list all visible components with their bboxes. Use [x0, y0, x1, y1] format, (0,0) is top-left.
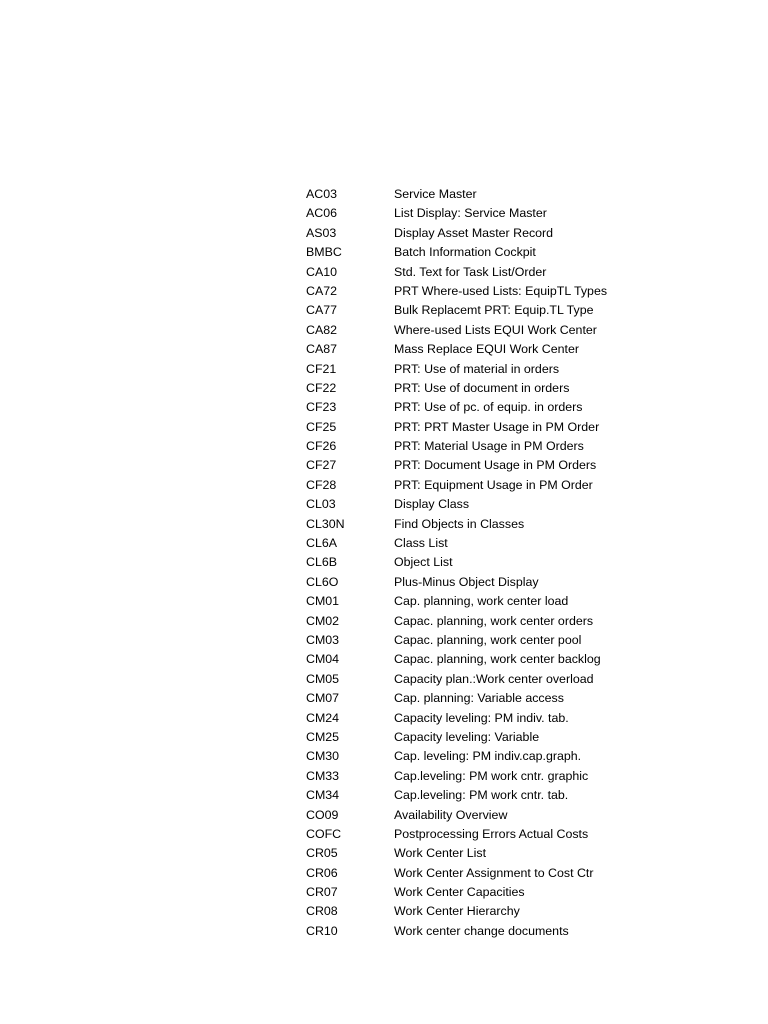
table-row [306, 728, 626, 747]
table-row [306, 650, 626, 669]
transaction-description: Capac. planning, work center backlog [394, 652, 601, 667]
transaction-code: AC03 [306, 187, 337, 201]
table-row [306, 398, 626, 417]
transaction-code: CL03 [306, 497, 336, 512]
table-row [306, 185, 626, 204]
table-row [306, 612, 626, 631]
transaction-code: CM05 [306, 671, 340, 686]
transaction-code: CM01 [306, 594, 340, 609]
transaction-description: Work Center List [394, 846, 487, 861]
table-row [306, 689, 626, 708]
transaction-description: PRT: Document Usage in PM Orders [394, 458, 597, 473]
table-row [306, 437, 626, 456]
transaction-code: CM33 [306, 768, 340, 783]
transaction-code: CM07 [306, 691, 340, 706]
transaction-code: CF27 [306, 458, 337, 473]
transaction-description: PRT: Material Usage in PM Orders [394, 439, 584, 454]
transaction-description: Capacity leveling: Variable [394, 729, 540, 744]
table-row [306, 224, 626, 243]
transaction-description: Mass Replace EQUI Work Center [394, 342, 580, 357]
transaction-description: Cap. planning, work center load [394, 594, 569, 609]
table-row [306, 340, 626, 359]
transaction-description: PRT Where-used Lists: EquipTL Types [394, 283, 608, 298]
transaction-code: CR07 [306, 885, 338, 900]
transaction-code: CO09 [306, 807, 339, 822]
table-row [306, 844, 626, 863]
transaction-description: Work center change documents [394, 923, 569, 938]
transaction-description: Bulk Replacemt PRT: Equip.TL Type [394, 303, 594, 318]
transaction-description: PRT: Use of document in orders [394, 380, 570, 395]
transaction-description: Plus-Minus Object Display [394, 574, 539, 589]
transaction-description: Capac. planning, work center orders [394, 613, 594, 628]
table-row [306, 515, 626, 534]
transaction-code: CL6B [306, 555, 337, 570]
transaction-description: Work Center Assignment to Cost Ctr [394, 865, 594, 880]
table-row [306, 670, 626, 689]
transaction-code: CL6O [306, 574, 339, 589]
table-row [306, 243, 626, 262]
table-row [306, 263, 626, 282]
transaction-code: CR05 [306, 846, 338, 861]
transaction-code: AC06 [306, 206, 337, 221]
table-row [306, 592, 626, 611]
transaction-description: Cap.leveling: PM work cntr. graphic [394, 768, 589, 783]
transaction-code: CF26 [306, 439, 337, 454]
transaction-description: Work Center Hierarchy [394, 904, 520, 919]
table-row [306, 456, 626, 475]
table-row [306, 825, 626, 844]
transaction-code: AS03 [306, 225, 337, 240]
table-row [306, 534, 626, 553]
transaction-description: Std. Text for Task List/Order [394, 264, 547, 279]
transaction-code: CM25 [306, 729, 340, 744]
table-row [306, 301, 626, 320]
table-row [306, 767, 626, 786]
table-row [306, 282, 626, 301]
table-row [306, 883, 626, 902]
transaction-code: CL30N [306, 516, 345, 531]
transaction-code: CM24 [306, 710, 340, 725]
transaction-description: List Display: Service Master [394, 206, 547, 221]
transaction-code: COFC [306, 826, 342, 841]
transaction-code: CR08 [306, 904, 338, 919]
transaction-description: Availability Overview [394, 807, 508, 822]
transaction-code: CR10 [306, 923, 338, 938]
table-row [306, 321, 626, 340]
transaction-description: Class List [394, 536, 448, 551]
table-row [306, 360, 626, 379]
transaction-code: CA10 [306, 264, 337, 279]
table-row [306, 631, 626, 650]
transaction-code: CF22 [306, 380, 337, 395]
transaction-description: PRT: Use of material in orders [394, 361, 560, 376]
transaction-description: Cap. leveling: PM indiv.cap.graph. [394, 749, 582, 764]
transaction-code: CA87 [306, 342, 337, 357]
transaction-code: CM02 [306, 613, 340, 628]
transaction-description: Object List [394, 555, 453, 570]
transaction-code: CM30 [306, 749, 340, 764]
transaction-code: CF23 [306, 400, 337, 415]
transaction-description: PRT: PRT Master Usage in PM Order [394, 419, 600, 434]
transaction-code: CA72 [306, 283, 337, 298]
transaction-code: CF28 [306, 477, 337, 492]
table-row [306, 379, 626, 398]
transaction-description: Capacity plan.:Work center overload [394, 671, 594, 686]
transaction-code: CF21 [306, 361, 337, 376]
transaction-description: Work Center Capacities [394, 885, 525, 900]
transaction-code: CF25 [306, 419, 337, 434]
table-row [306, 495, 626, 514]
table-row [306, 204, 626, 223]
transaction-description: Find Objects in Classes [394, 516, 525, 531]
transaction-code: CM04 [306, 652, 340, 667]
transaction-description: Batch Information Cockpit [394, 245, 536, 260]
transaction-description: Service Master [394, 187, 477, 201]
table-row [306, 864, 626, 883]
transaction-description: PRT: Equipment Usage in PM Order [394, 477, 593, 492]
transaction-description: Cap.leveling: PM work cntr. tab. [394, 788, 569, 803]
transaction-description: Display Class [394, 497, 470, 512]
transaction-description: Cap. planning: Variable access [394, 691, 564, 706]
table-row [306, 786, 626, 805]
transaction-description: PRT: Use of pc. of equip. in orders [394, 400, 583, 415]
table-row [306, 922, 626, 941]
transaction-code: BMBC [306, 245, 342, 260]
transaction-code: CR06 [306, 865, 338, 880]
transaction-code: CA82 [306, 322, 337, 337]
table-row [306, 418, 626, 437]
transaction-description: Display Asset Master Record [394, 225, 554, 240]
table-row [306, 747, 626, 766]
table-row [306, 709, 626, 728]
table-row [306, 902, 626, 921]
transaction-code-table [306, 185, 626, 941]
table-row [306, 553, 626, 572]
table-row [306, 476, 626, 495]
transaction-description: Where-used Lists EQUI Work Center [394, 322, 597, 337]
transaction-description: Capacity leveling: PM indiv. tab. [394, 710, 569, 725]
table-row [306, 806, 626, 825]
table-row [306, 573, 626, 592]
transaction-code: CM03 [306, 632, 340, 647]
transaction-description: Capac. planning, work center pool [394, 632, 582, 647]
transaction-code: CM34 [306, 788, 340, 803]
transaction-code: CA77 [306, 303, 337, 318]
transaction-code: CL6A [306, 536, 337, 551]
transaction-description: Postprocessing Errors Actual Costs [394, 826, 589, 841]
